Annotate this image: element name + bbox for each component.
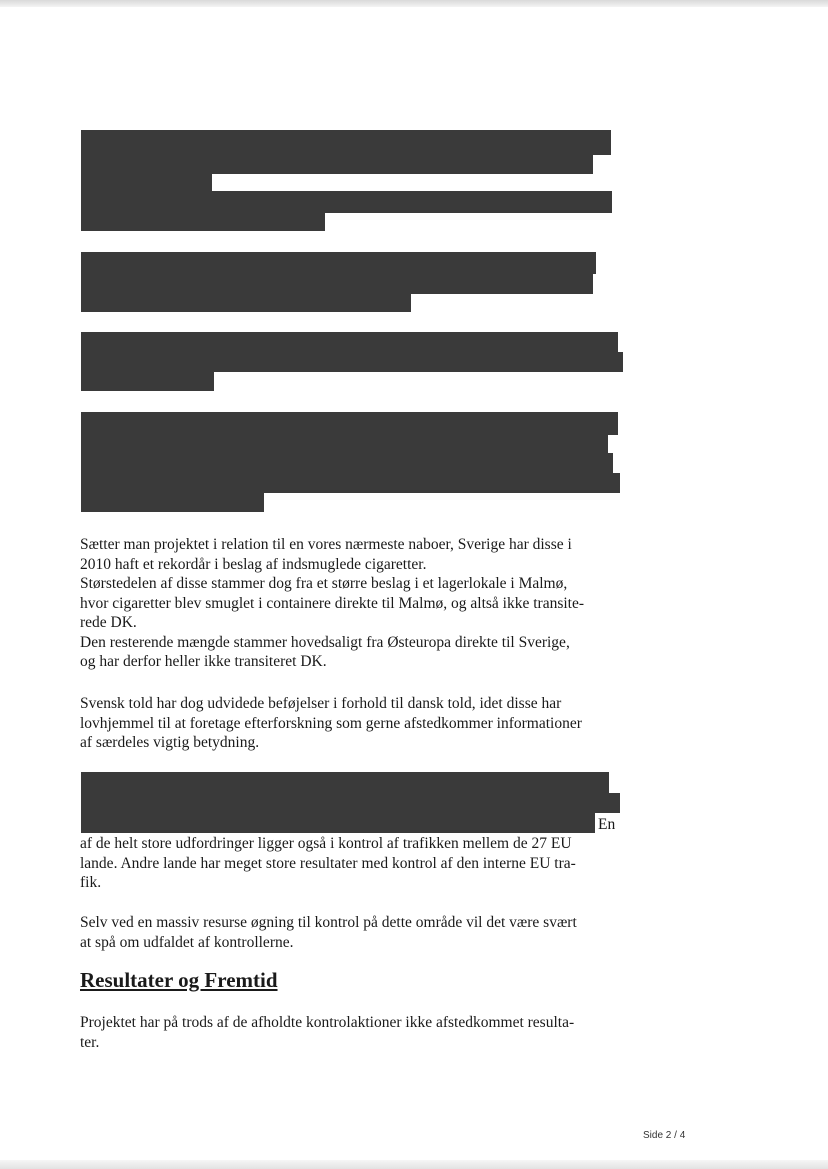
en-fragment: En [598, 816, 616, 833]
section-heading: Resultater og Fremtid [80, 968, 278, 992]
scan-edge-top [0, 0, 828, 7]
text-line: Projektet har på trods af de afholdte kontrolaktioner ikke afstedkommet resulta- [80, 1014, 575, 1031]
text-line: rede DK. [80, 614, 137, 631]
text-line: Sætter man projektet i relation til en vores nærmeste naboer, Sverige har disse i [80, 536, 572, 553]
text-line: af de helt store udfordringer ligger også i kontrol af trafikken mellem de 27 EU [80, 835, 572, 852]
text-line: og har derfor heller ikke transiteret DK. [80, 653, 327, 670]
text-line: Størstedelen af disse stammer dog fra et større beslag i et lagerlokale i Malmø, [80, 575, 568, 592]
text-line: ter. [80, 1033, 100, 1051]
text-line: Selv ved en massiv resurse øgning til kontrol på dette område vil det være svært [80, 914, 577, 931]
text-line: lovhjemmel til at foretage efterforskning som gerne afstedkommer informationer [80, 714, 582, 732]
text-line: 2010 haft et rekordår i beslag af indsmuglede cigaretter. [80, 555, 427, 573]
text-line: lande. Andre lande har meget store resultater med kontrol af den interne EU tra- [80, 854, 576, 872]
text-line: Den resterende mængde stammer hovedsaligt fra Østeuropa direkte til Sverige, [80, 633, 570, 651]
paragraph-sweden-seizures [80, 535, 625, 672]
paragraph-eu-traffic [80, 834, 625, 893]
page-number: Side 2 / 4 [643, 1130, 686, 1141]
paragraph-results [80, 1013, 625, 1052]
text-line: af særdeles vigtig betydning. [80, 734, 260, 751]
paragraph-resource-increase [80, 913, 625, 952]
text-line: fik. [80, 874, 102, 891]
text-line: hvor cigaretter blev smuglet i containere direkte til Malmø, og altså ikke transite- [80, 594, 585, 612]
scan-edge-bottom [0, 1160, 828, 1169]
text-line: at spå om udfaldet af kontrollerne. [80, 933, 294, 951]
text-line: Svensk told har dog udvidede beføjelser i forhold til dansk told, idet disse har [80, 695, 562, 712]
paragraph-swedish-customs [80, 694, 625, 753]
